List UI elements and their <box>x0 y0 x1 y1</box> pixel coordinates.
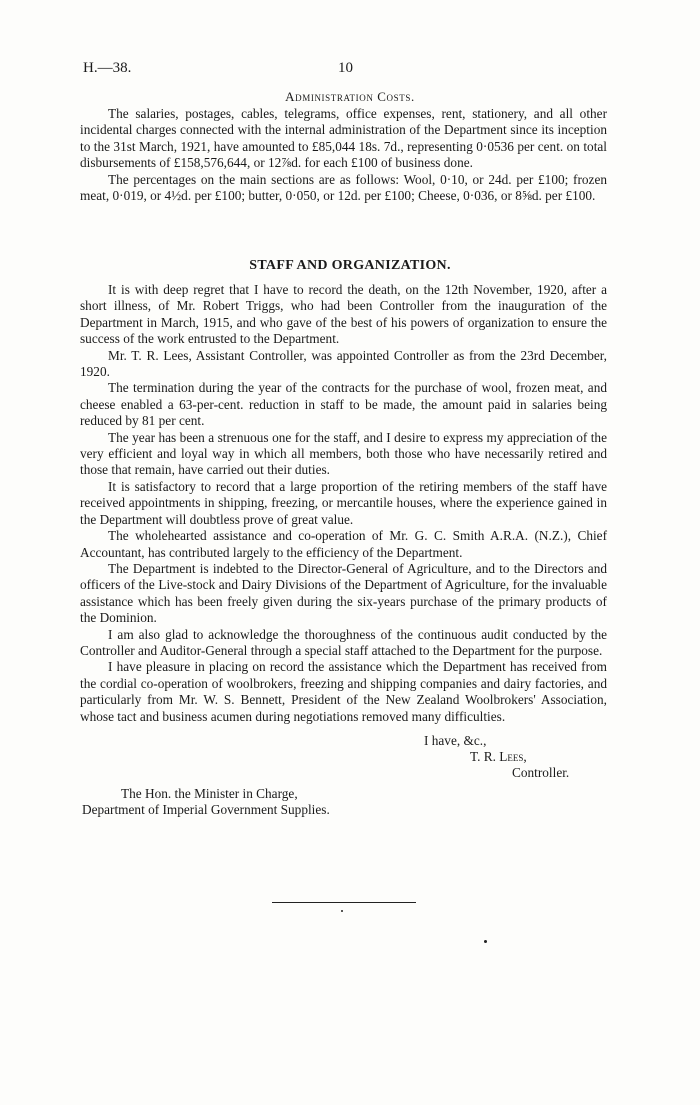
paragraph: Mr. T. R. Lees, Assistant Controller, was appointed Controller as from the 23rd December, 1920. <box>80 347 607 380</box>
staff-organization-body <box>80 282 607 725</box>
end-rule <box>272 902 416 903</box>
page-number: 10 <box>338 60 353 76</box>
paragraph: The termination during the year of the contracts for the purchase of wool, frozen meat, and cheese enabled a 63-per-cent. reduction in staff to be made, the amount paid in salaries being reduced by 81 per cent. <box>80 380 607 429</box>
paragraph: The percentages on the main sections are as follows: Wool, 0·10, or 24d. per £100; frozen meat, 0·019, or 4½d. per £100; butter, 0·050, or 12d. per £100; Cheese, 0·036, or 8⅝d. per £100. <box>80 171 607 204</box>
paragraph: The year has been a strenuous one for the staff, and I desire to express my appreciation of the very efficient and loyal way in which all members, both those who have necessarily retired and those that remain, have carried out their duties. <box>80 429 607 478</box>
signatory-title: Controller. <box>512 765 570 780</box>
paragraph: The Department is indebted to the Director-General of Agriculture, and to the Directors and officers of the Live-stock and Dairy Divisions of the Department of Agriculture, for the invaluable assistance which has been freely given during the six-years purchase of the primary products of the Dominion. <box>80 560 607 626</box>
print-speck <box>484 940 487 943</box>
print-speck <box>341 910 343 912</box>
signatory-name: T. R. Lees, <box>470 749 527 764</box>
administration-costs-body <box>80 106 607 204</box>
addressee-line-2: Department of Imperial Government Supplies. <box>82 802 330 817</box>
paragraph: I am also glad to acknowledge the thoroughness of the continuous audit conducted by the Controller and Auditor-General through a special staff attached to the Department for the purpose. <box>80 626 607 658</box>
paragraph: I have pleasure in placing on record the assistance which the Department has received from the cordial co-operation of woolbrokers, freezing and shipping companies and dairy factories, and particularly from Mr. W. S. Bennett, President of the New Zealand Woolbrokers' Association, whose tact and business acumen during negotiations removed many difficulties. <box>80 659 607 724</box>
section-heading-administration-costs: Administration Costs. <box>285 89 415 104</box>
section-heading-staff-and-organization: STAFF AND ORGANIZATION. <box>249 258 451 273</box>
paragraph: The wholehearted assistance and co-operation of Mr. G. C. Smith A.R.A. (N.Z.), Chief Accountant, has contributed largely to the efficiency of the Department. <box>80 528 607 560</box>
paragraph: The salaries, postages, cables, telegrams, office expenses, rent, stationery, and all other incidental charges connected with the internal administration of the Department since its inception to the 31st March, 1921, have amounted to £85,044 18s. 7d., representing 0·0536 per cent. on total disbursements of £158,576,644, or 12⅞d. for each £100 of business done. <box>80 106 607 171</box>
paragraph: It is satisfactory to record that a large proportion of the retiring members of the staff have received appointments in shipping, freezing, or mercantile houses, where the experience gained in the Department will doubtless prove of great value. <box>80 478 607 527</box>
addressee-line-1: The Hon. the Minister in Charge, <box>121 786 298 801</box>
closing-salutation: I have, &c., <box>424 733 487 748</box>
paragraph: It is with deep regret that I have to record the death, on the 12th November, 1920, after a short illness, of Mr. Robert Triggs, who had been Controller from the inauguration of the Department in March, 1915, and who gave of the best of his powers of organization to ensure the success of the work entrusted to the Department. <box>80 282 607 347</box>
document-reference: H.—38. <box>83 60 132 76</box>
